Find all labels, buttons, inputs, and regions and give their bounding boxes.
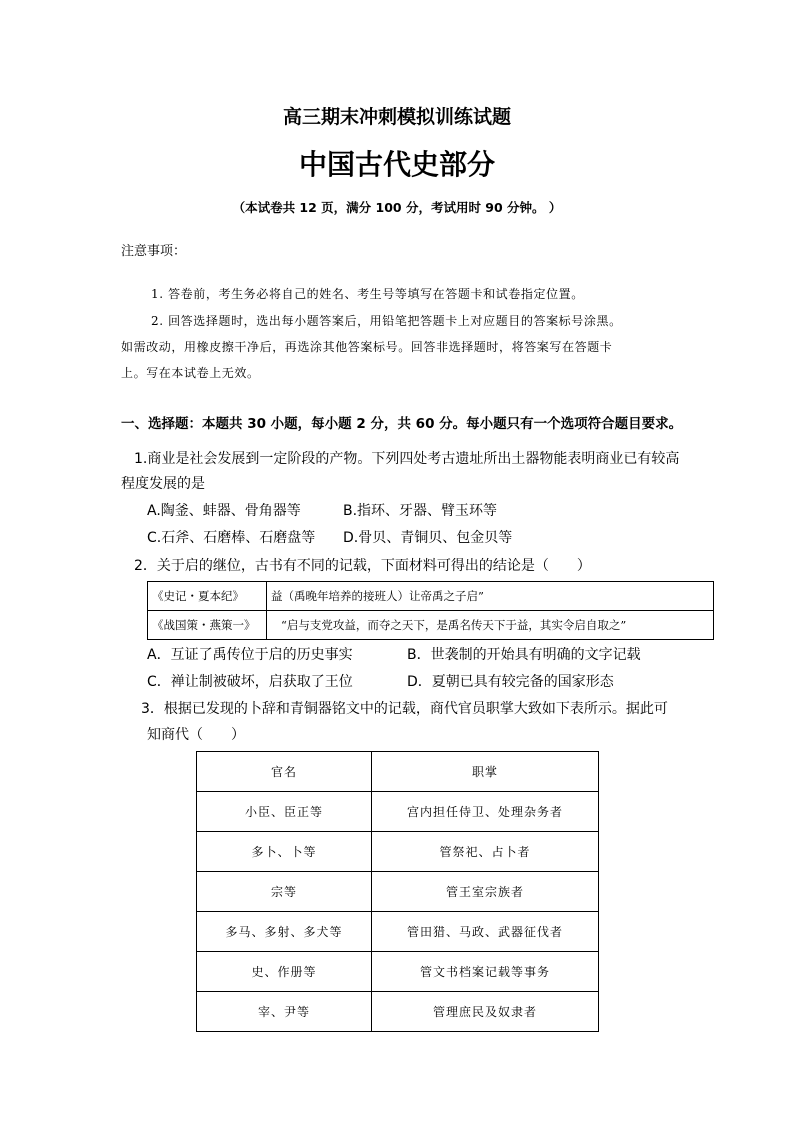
table-cell: 宗等 xyxy=(197,872,372,912)
officials-table xyxy=(196,751,599,1032)
column-header: 官名 xyxy=(197,752,372,792)
table-row xyxy=(197,832,599,872)
q2-option-c: C．禅让制被破坏，启获取了王位 xyxy=(147,674,353,690)
exam-subject-title: 中国古代史部分 xyxy=(298,148,495,181)
table-cell: 多卜、卜等 xyxy=(197,832,372,872)
table-row xyxy=(148,582,714,611)
table-cell: 管王室宗族者 xyxy=(372,872,599,912)
source-text: “启与支党攻益，而夺之天下，是禹名传天下于益，其实令启自取之” xyxy=(267,611,714,640)
q2-stem: 2．关于启的继位，古书有不同的记载，下面材料可得出的结论是（ ） xyxy=(134,558,591,574)
section-heading: 一、选择题：本题共 30 小题，每小题 2 分，共 60 分。每小题只有一个选项符合题目要求。 xyxy=(121,416,683,432)
notes-heading: 注意事项： xyxy=(121,244,187,259)
table-cell: 管文书档案记载等事务 xyxy=(372,952,599,992)
column-header: 职掌 xyxy=(372,752,599,792)
source-text: 益（禹晚年培养的接班人）让帝禹之子启” xyxy=(267,582,714,611)
q1-stem: 1.商业是社会发展到一定阶段的产物。下列四处考古遗址所出土器物能表明商业已有较高 xyxy=(134,451,680,467)
table-cell: 宰、尹等 xyxy=(197,992,372,1032)
table-header-row xyxy=(197,752,599,792)
table-row xyxy=(148,611,714,640)
table-cell: 管祭祀、占卜者 xyxy=(372,832,599,872)
table-row xyxy=(197,992,599,1032)
note-item-2-cont: 如需改动，用橡皮擦干净后，再选涂其他答案标号。回答非选择题时，将答案写在答题卡 xyxy=(121,340,613,354)
table-cell: 管田猎、马政、武器征伐者 xyxy=(372,912,599,952)
table-row xyxy=(197,872,599,912)
table-cell: 小臣、臣正等 xyxy=(197,792,372,832)
note-item-2-end: 上。写在本试卷上无效。 xyxy=(121,366,260,380)
source-book: 《史记・夏本纪》 xyxy=(148,582,267,611)
table-cell: 宫内担任侍卫、处理杂务者 xyxy=(372,792,599,832)
q2-source-table xyxy=(147,581,714,640)
q1-option-a: A.陶釜、蚌器、骨角器等 xyxy=(147,503,301,519)
note-item-1: 1. 答卷前，考生务必将自己的姓名、考生号等填写在答题卡和试卷指定位置。 xyxy=(151,287,584,301)
source-book: 《战国策・燕策一》 xyxy=(148,611,267,640)
table-cell: 史、作册等 xyxy=(197,952,372,992)
q3-stem-cont: 知商代（ ） xyxy=(147,727,245,743)
table-cell: 多马、多射、多犬等 xyxy=(197,912,372,952)
q2-option-d: D．夏朝已具有较完备的国家形态 xyxy=(407,674,614,690)
q1-option-c: C.石斧、石磨棒、石磨盘等 xyxy=(147,530,316,546)
table-cell: 管理庶民及奴隶者 xyxy=(372,992,599,1032)
q3-stem: 3．根据已发现的卜辞和青铜器铭文中的记载，商代官员职掌大致如下表所示。据此可 xyxy=(141,701,668,717)
note-item-2: 2. 回答选择题时，选出每小题答案后，用铅笔把答题卡上对应题目的答案标号涂黑。 xyxy=(151,314,622,328)
q1-stem-cont: 程度发展的是 xyxy=(121,476,205,492)
q2-option-a: A．互证了禹传位于启的历史事实 xyxy=(147,647,353,663)
exam-title: 高三期末冲刺模拟训练试题 xyxy=(282,106,511,128)
table-row xyxy=(197,912,599,952)
q2-option-b: B．世袭制的开始具有明确的文字记载 xyxy=(407,647,641,663)
exam-info: （本试卷共 12 页，满分 100 分，考试用时 90 分钟。 ） xyxy=(232,200,562,215)
q1-option-d: D.骨贝、青铜贝、包金贝等 xyxy=(343,530,513,546)
table-row xyxy=(197,952,599,992)
q1-option-b: B.指环、牙器、臂玉环等 xyxy=(343,503,498,519)
table-row xyxy=(197,792,599,832)
